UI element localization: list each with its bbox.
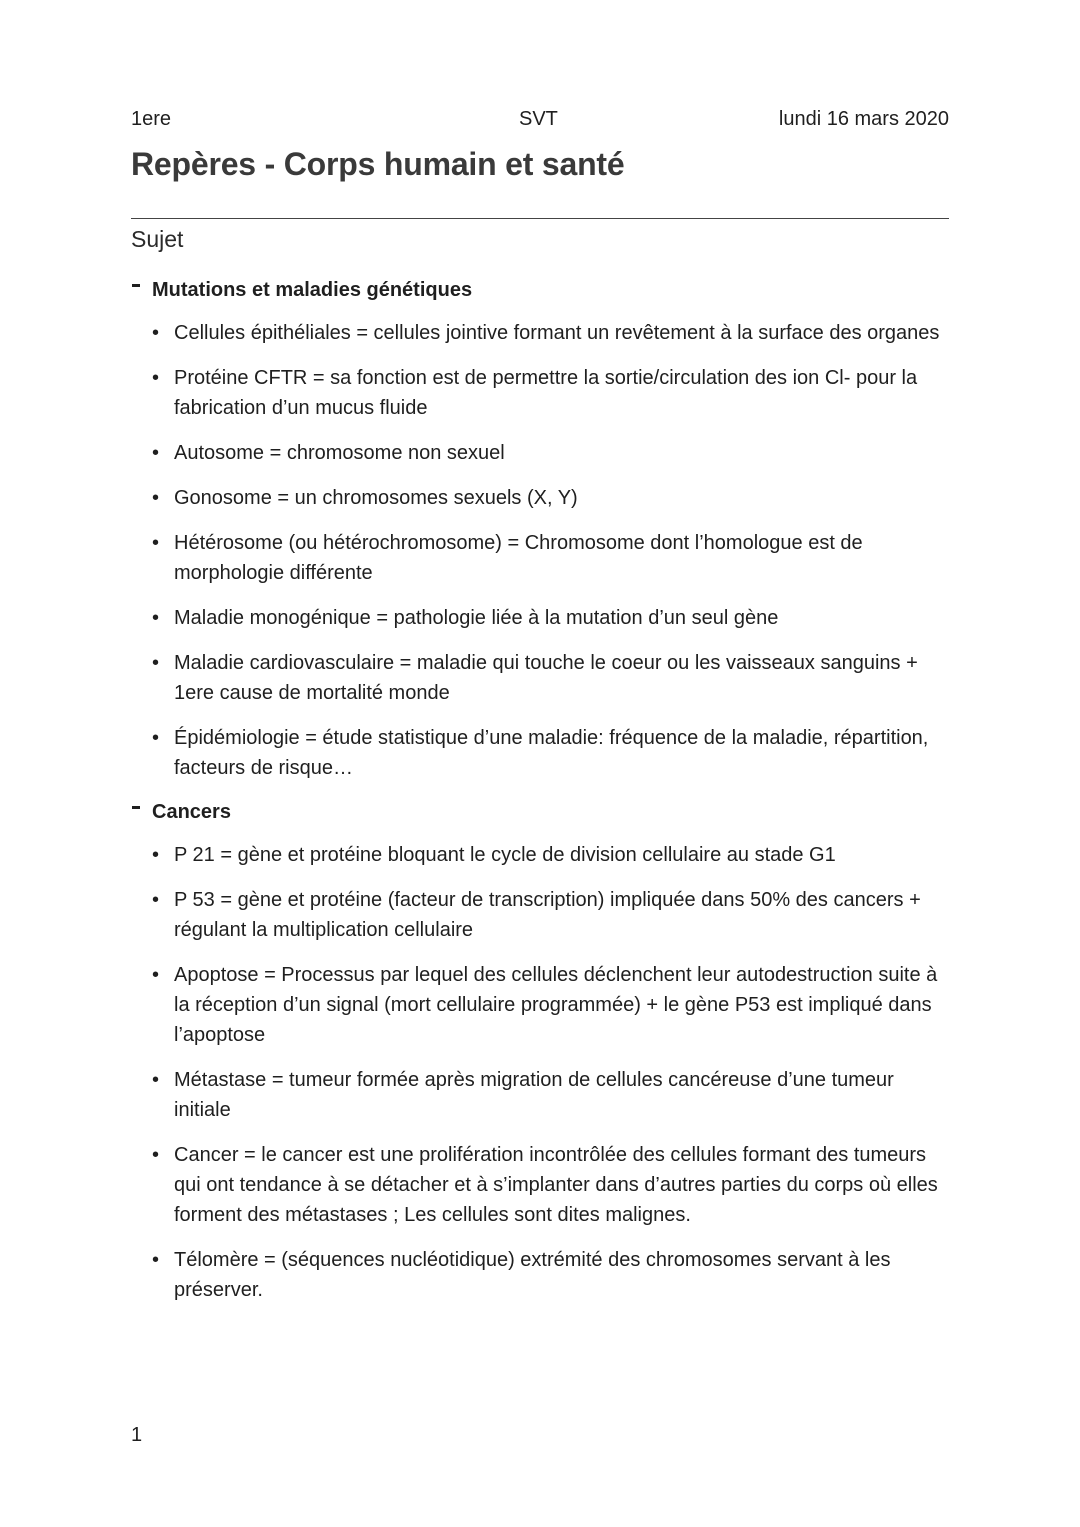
list-item xyxy=(131,960,949,1050)
header-date: lundi 16 mars 2020 xyxy=(778,108,949,130)
topic-genetic-diseases xyxy=(131,276,949,783)
bullet-icon: • xyxy=(152,442,160,464)
bullet-icon: • xyxy=(152,1144,160,1166)
document-title: Repères - Corps humain et santé xyxy=(131,146,625,182)
topic-heading xyxy=(131,798,949,826)
list-item xyxy=(131,363,949,423)
dash-icon xyxy=(131,276,152,304)
bullet-icon: • xyxy=(152,889,160,911)
list-item xyxy=(131,648,949,708)
list-item-text: Cellules épithéliales = cellules jointive formant un revêtement à la surface des organes xyxy=(174,322,940,344)
topic-heading xyxy=(131,276,949,304)
list-item xyxy=(131,723,949,783)
bullet-icon: • xyxy=(152,367,160,389)
list-item-text: Apoptose = Processus par lequel des cellules déclenchent leur autodestruction suite à la réception d’un signal (mort cellulaire programmée) + le gène P53 est impliqué dans l’apoptose xyxy=(174,964,938,1046)
bullet-icon: • xyxy=(152,964,160,986)
list-item xyxy=(131,1245,949,1305)
list-item xyxy=(131,438,949,468)
list-item xyxy=(131,1065,949,1125)
list-item xyxy=(131,483,949,513)
bullet-icon: • xyxy=(152,652,160,674)
list-item-text: Protéine CFTR = sa fonction est de permettre la sortie/circulation des ion Cl- pour la fabrication d’un mucus fluide xyxy=(174,367,918,419)
list-item xyxy=(131,318,949,348)
list-item xyxy=(131,528,949,588)
header-subject: SVT xyxy=(519,108,558,130)
list-item-text: Hétérosome (ou hétérochromosome) = Chromosome dont l’homologue est de morphologie différente xyxy=(174,532,863,584)
bullet-icon: • xyxy=(152,1249,160,1271)
document-body xyxy=(131,276,949,1320)
bullet-icon: • xyxy=(152,727,160,749)
definition-list xyxy=(131,840,949,1305)
list-item-text: P 21 = gène et protéine bloquant le cycle de division cellulaire au stade G1 xyxy=(174,844,836,866)
topic-heading-text: Cancers xyxy=(152,801,231,823)
bullet-icon: • xyxy=(152,1069,160,1091)
list-item-text: Télomère = (séquences nucléotidique) extrémité des chromosomes servant à les préserver. xyxy=(174,1249,891,1301)
list-item-text: Épidémiologie = étude statistique d’une maladie: fréquence de la maladie, répartition, facteurs de risque… xyxy=(174,727,929,779)
list-item-text: Gonosome = un chromosomes sexuels (X, Y) xyxy=(174,487,578,509)
topic-heading-text: Mutations et maladies génétiques xyxy=(152,279,473,301)
bullet-icon: • xyxy=(152,607,160,629)
bullet-icon: • xyxy=(152,322,160,344)
list-item-text: Maladie monogénique = pathologie liée à la mutation d’un seul gène xyxy=(174,607,779,629)
dash-icon xyxy=(131,798,152,826)
page-number: 1 xyxy=(131,1424,143,1446)
section-label: Sujet xyxy=(131,226,184,252)
list-item-text: Métastase = tumeur formée après migration de cellules cancéreuse d’une tumeur initiale xyxy=(174,1069,894,1121)
page-header xyxy=(131,108,949,136)
bullet-icon: • xyxy=(152,844,160,866)
title-divider xyxy=(131,218,949,219)
list-item xyxy=(131,885,949,945)
list-item xyxy=(131,840,949,870)
definition-list xyxy=(131,318,949,783)
bullet-icon: • xyxy=(152,487,160,509)
header-class-level: 1ere xyxy=(131,108,172,130)
list-item-text: Maladie cardiovasculaire = maladie qui touche le coeur ou les vaisseaux sanguins + 1ere cause de mortalité monde xyxy=(174,652,918,704)
topic-cancers xyxy=(131,798,949,1305)
bullet-icon: • xyxy=(152,532,160,554)
list-item-text: P 53 = gène et protéine (facteur de transcription) impliquée dans 50% des cancers + régulant la multiplication cellulaire xyxy=(174,889,921,941)
list-item-text: Cancer = le cancer est une prolifération incontrôlée des cellules formant des tumeurs qui ont tendance à se détacher et à s’implanter dans d’autres parties du corps où elles forment des métastases ; Les cellules sont dites malignes. xyxy=(174,1144,938,1226)
list-item-text: Autosome = chromosome non sexuel xyxy=(174,442,505,464)
list-item xyxy=(131,603,949,633)
list-item xyxy=(131,1140,949,1230)
